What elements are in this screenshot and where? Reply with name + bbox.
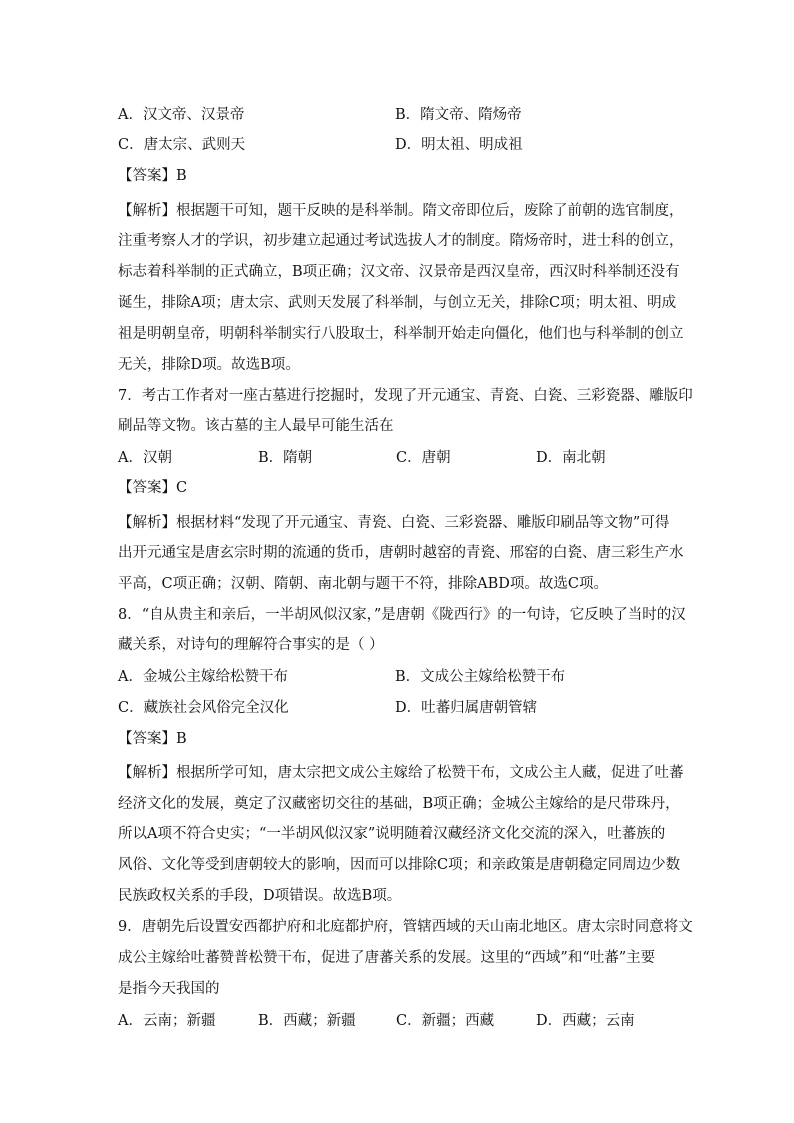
q8-option-d: D．吐蕃归属唐朝管辖 xyxy=(395,700,538,716)
q9-option-c: C．新疆；西藏 xyxy=(396,1013,495,1029)
q6-analysis-line: 无关，排除D项。故选B项。 xyxy=(118,357,300,373)
q8-option-b: B．文成公主嫁给松赞干布 xyxy=(395,669,566,685)
q7-option-d: D．南北朝 xyxy=(536,450,606,466)
q7-option-c: C．唐朝 xyxy=(396,450,451,466)
q6-analysis-line: 【解析】根据题干可知，题干反映的是科举制。隋文帝即位后，废除了前朝的选官制度， xyxy=(118,203,684,219)
q8-analysis-line: 风俗、文化等受到唐朝较大的影响，因而可以排除C项；和亲政策是唐朝稳定同周边少数 xyxy=(118,857,681,873)
q8-answer: 【答案】B xyxy=(118,731,187,747)
q6-answer: 【答案】B xyxy=(118,168,187,184)
q6-option-b: B．隋文帝、隋炀帝 xyxy=(395,107,522,123)
q6-analysis-line: 注重考察人才的学识，初步建立起通过考试选拔人才的制度。隋炀帝时，进士科的创立， xyxy=(118,233,684,249)
q6-analysis-line: 标志着科举制的正式确立，B项正确；汉文帝、汉景帝是西汉皇帝，西汉时科举制还没有 xyxy=(118,264,680,280)
q7-analysis-line: 【解析】根据材料“发现了开元通宝、青瓷、白瓷、三彩瓷器、雕版印刷品等文物”可得 xyxy=(118,515,670,531)
q6-option-a: A．汉文帝、汉景帝 xyxy=(118,107,245,123)
q8-option-a: A．金城公主嫁给松赞干布 xyxy=(118,669,288,685)
q9-option-d: D．西藏；云南 xyxy=(536,1013,635,1029)
q6-option-d: D．明太祖、明成祖 xyxy=(395,137,523,153)
q7-stem-line: 刷品等文物。该古墓的主人最早可能生活在 xyxy=(118,418,394,434)
q7-analysis-line: 平高，C项正确；汉朝、隋朝、南北朝与题干不符，排除ABD项。故选C项。 xyxy=(118,576,608,592)
q7-stem-line: 7．考古工作者对一座古墓进行挖掘时，发现了开元通宝、青瓷、白瓷、三彩瓷器、雕版印 xyxy=(118,388,693,404)
q6-analysis-line: 祖是明朝皇帝，明朝科举制实行八股取士，科举制开始走向僵化，他们也与科举制的创立 xyxy=(118,326,684,342)
q8-option-c: C．藏族社会风俗完全汉化 xyxy=(118,700,289,716)
q8-analysis-line: 经济文化的发展，奠定了汉藏密切交往的基础，B项正确；金城公主嫁给的是尺带珠丹， xyxy=(118,796,680,812)
q8-stem-line: 8．“自从贵主和亲后，一半胡风似汉家，”是唐朝《陇西行》的一句诗，它反映了当时的汉 xyxy=(118,607,686,623)
q7-answer: 【答案】C xyxy=(118,480,188,496)
q7-option-a: A．汉朝 xyxy=(118,450,172,466)
q9-stem-line: 成公主嫁给吐蕃赞普松赞干布，促进了唐蕃关系的发展。这里的“西域”和“吐蕃”主要 xyxy=(118,950,656,966)
q7-analysis-line: 出开元通宝是唐玄宗时期的流通的货币，唐朝时越窑的青瓷、邢窑的白瓷、唐三彩生产水 xyxy=(118,545,684,561)
q7-option-b: B．隋朝 xyxy=(258,450,313,466)
q8-analysis-line: 民族政权关系的手段，D项错误。故选B项。 xyxy=(118,888,402,904)
q6-analysis-line: 诞生，排除A项；唐太宗、武则天发展了科举制，与创立无关，排除C项；明太祖、明成 xyxy=(118,295,677,311)
q6-option-c: C．唐太宗、武则天 xyxy=(118,137,246,153)
q8-analysis-line: 所以A项不符合史实；“一半胡风似汉家”说明随着汉藏经济文化交流的深入，吐蕃族的 xyxy=(118,826,666,842)
q9-stem-line: 9．唐朝先后设置安西都护府和北庭都护府，管辖西域的天山南北地区。唐太宗时同意将文 xyxy=(118,919,693,935)
q8-stem-line: 藏关系，对诗句的理解符合事实的是（ ） xyxy=(118,637,384,653)
q9-option-b: B．西藏；新疆 xyxy=(258,1013,356,1029)
q8-analysis-line: 【解析】根据所学可知，唐太宗把文成公主嫁给了松赞干布，文成公主人藏，促进了吐蕃 xyxy=(118,765,684,781)
q9-option-a: A．云南；新疆 xyxy=(118,1013,216,1029)
q9-stem-line: 是指今天我国的 xyxy=(118,981,220,997)
